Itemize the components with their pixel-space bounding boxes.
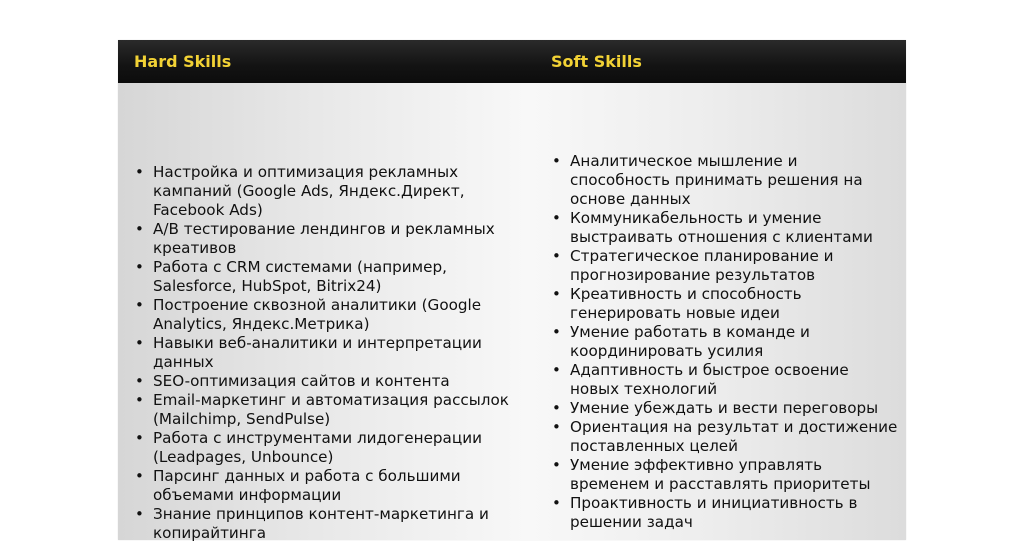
- bullet-icon: •: [552, 285, 561, 303]
- list-item: [551, 418, 901, 456]
- bullet-icon: •: [135, 258, 144, 276]
- hard-skill-text: Парсинг данных и работа с большими объемами информации: [153, 467, 461, 504]
- soft-skill-text: Умение убеждать и вести переговоры: [570, 399, 879, 417]
- list-item: [134, 334, 514, 372]
- bullet-icon: •: [135, 220, 144, 238]
- bullet-icon: •: [135, 296, 144, 314]
- list-item: [551, 209, 901, 247]
- table-header: [118, 40, 906, 83]
- list-item: [134, 220, 514, 258]
- hard-skill-text: Навыки веб-аналитики и интерпретации данных: [153, 334, 482, 371]
- bullet-icon: •: [135, 372, 144, 390]
- soft-skill-text: Коммуникабельность и умение выстраивать отношения с клиентами: [570, 209, 873, 246]
- list-item: [134, 391, 514, 429]
- bullet-icon: •: [552, 456, 561, 474]
- bullet-icon: •: [135, 391, 144, 409]
- list-item: [551, 494, 901, 532]
- list-item: [134, 258, 514, 296]
- bullet-icon: •: [552, 361, 561, 379]
- list-item: [134, 467, 514, 505]
- list-item: [134, 429, 514, 467]
- list-item: [134, 296, 514, 334]
- bullet-icon: •: [552, 418, 561, 436]
- bullet-icon: •: [552, 247, 561, 265]
- list-item: [551, 247, 901, 285]
- bullet-icon: •: [135, 467, 144, 485]
- bullet-icon: •: [135, 429, 144, 447]
- bullet-icon: •: [552, 399, 561, 417]
- soft-skill-text: Адаптивность и быстрое освоение новых технологий: [570, 361, 849, 398]
- list-item: [551, 456, 901, 494]
- soft-skills-heading: Soft Skills: [551, 52, 642, 71]
- bullet-icon: •: [552, 209, 561, 227]
- list-item: [551, 152, 901, 209]
- bullet-icon: •: [135, 505, 144, 523]
- bullet-icon: •: [552, 323, 561, 341]
- hard-skill-text: A/B тестирование лендингов и рекламных креативов: [153, 220, 495, 257]
- hard-skill-text: Email-маркетинг и автоматизация рассылок (Mailchimp, SendPulse): [153, 391, 509, 428]
- hard-skill-text: Построение сквозной аналитики (Google Analytics, Яндекс.Метрика): [153, 296, 482, 333]
- list-item: [134, 163, 514, 220]
- skills-table: [118, 40, 906, 540]
- list-item: [551, 285, 901, 323]
- soft-skills-list: [551, 152, 901, 532]
- hard-skill-text: Работа с CRM системами (например, Salesforce, HubSpot, Bitrix24): [153, 258, 447, 295]
- hard-skills-heading: Hard Skills: [134, 52, 232, 71]
- bullet-icon: •: [552, 152, 561, 170]
- list-item: [551, 323, 901, 361]
- bullet-icon: •: [135, 334, 144, 352]
- hard-skill-text: Настройка и оптимизация рекламных кампаний (Google Ads, Яндекс.Директ, Facebook Ads): [153, 163, 465, 219]
- soft-skill-text: Аналитическое мышление и способность принимать решения на основе данных: [570, 152, 863, 208]
- soft-skill-text: Стратегическое планирование и прогнозирование результатов: [570, 247, 834, 284]
- hard-skill-text: Работа с инструментами лидогенерации (Leadpages, Unbounce): [153, 429, 482, 466]
- soft-skill-text: Умение работать в команде и координировать усилия: [570, 323, 810, 360]
- hard-skill-text: Знание принципов контент-маркетинга и копирайтинга: [153, 505, 489, 542]
- bullet-icon: •: [552, 494, 561, 512]
- table-body: [118, 83, 906, 540]
- soft-skill-text: Креативность и способность генерировать новые идеи: [570, 285, 802, 322]
- list-item: [551, 399, 901, 418]
- soft-skill-text: Проактивность и инициативность в решении задач: [570, 494, 858, 531]
- hard-skills-list: [134, 163, 514, 543]
- list-item: [551, 361, 901, 399]
- soft-skill-text: Ориентация на результат и достижение поставленных целей: [570, 418, 898, 455]
- hard-skill-text: SEO-оптимизация сайтов и контента: [153, 372, 450, 390]
- list-item: [134, 372, 514, 391]
- soft-skill-text: Умение эффективно управлять временем и расставлять приоритеты: [570, 456, 871, 493]
- list-item: [134, 505, 514, 543]
- bullet-icon: •: [135, 163, 144, 181]
